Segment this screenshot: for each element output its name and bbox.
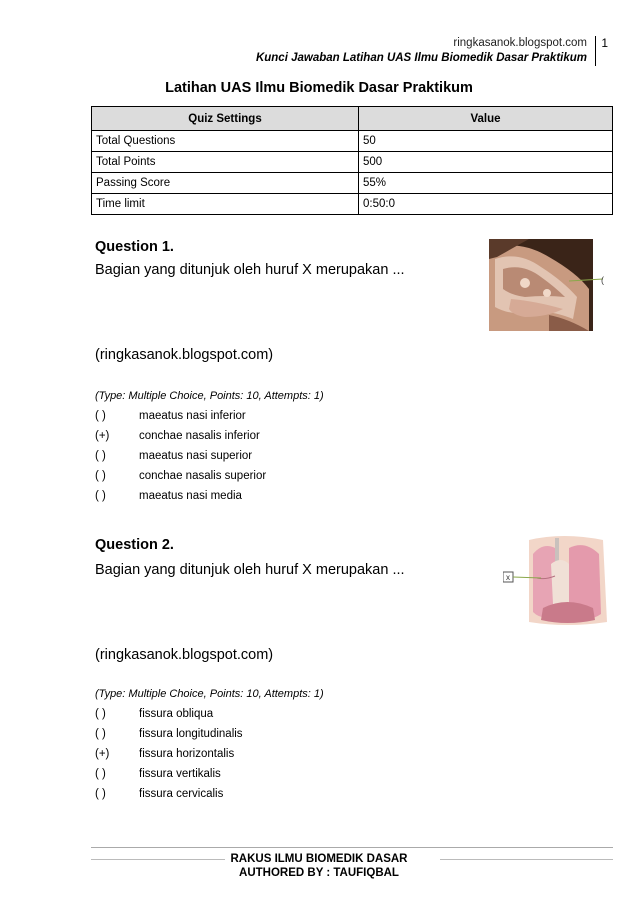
svg-text:x: x bbox=[506, 573, 510, 582]
question-2-meta: (Type: Multiple Choice, Points: 10, Attempts: 1) bbox=[95, 688, 324, 700]
option-text: fissura horizontalis bbox=[139, 748, 235, 760]
option-text: maeatus nasi superior bbox=[139, 450, 253, 462]
option-mark: ( ) bbox=[95, 490, 106, 502]
table-header-row bbox=[92, 107, 613, 131]
question-1-title: Question 1. bbox=[95, 239, 174, 255]
setting-label: Total Points bbox=[92, 152, 359, 173]
question-1-option bbox=[95, 410, 246, 422]
question-1-option bbox=[95, 430, 260, 442]
setting-label: Passing Score bbox=[92, 173, 359, 194]
option-mark: ( ) bbox=[95, 768, 106, 780]
option-mark: ( ) bbox=[95, 728, 106, 740]
setting-label: Total Questions bbox=[92, 131, 359, 152]
question-2-text: Bagian yang ditunjuk oleh huruf X merupakan ... bbox=[95, 562, 405, 578]
document-title: Latihan UAS Ilmu Biomedik Dasar Praktikum bbox=[165, 80, 473, 96]
question-1-image bbox=[489, 239, 607, 331]
option-mark: ( ) bbox=[95, 450, 106, 462]
page-header bbox=[256, 36, 596, 66]
question-1-option bbox=[95, 490, 242, 502]
table-row bbox=[92, 194, 613, 215]
question-2-source: (ringkasanok.blogspot.com) bbox=[95, 647, 274, 663]
option-text: conchae nasalis inferior bbox=[139, 430, 260, 442]
option-text: maeatus nasi inferior bbox=[139, 410, 246, 422]
option-text: maeatus nasi media bbox=[139, 490, 242, 502]
header-subtitle: Kunci Jawaban Latihan UAS Ilmu Biomedik Dasar Praktikum bbox=[255, 52, 587, 64]
question-2-image bbox=[503, 534, 609, 628]
question-2-title: Question 2. bbox=[95, 537, 174, 553]
table-row bbox=[92, 173, 613, 194]
footer-divider bbox=[91, 847, 613, 848]
question-2-option bbox=[95, 748, 234, 760]
option-text: conchae nasalis superior bbox=[139, 470, 267, 482]
col-header-setting: Quiz Settings bbox=[92, 107, 359, 131]
option-text: fissura vertikalis bbox=[139, 768, 221, 780]
option-text: fissura cervicalis bbox=[139, 788, 224, 800]
option-text: fissura longitudinalis bbox=[139, 728, 243, 740]
question-2-option bbox=[95, 788, 223, 800]
question-1-option bbox=[95, 470, 266, 482]
option-mark: ( ) bbox=[95, 708, 106, 720]
option-mark: (+) bbox=[95, 748, 110, 760]
question-1-text: Bagian yang ditunjuk oleh huruf X merupakan ... bbox=[95, 262, 405, 278]
setting-value: 50 bbox=[359, 131, 613, 152]
header-site: ringkasanok.blogspot.com bbox=[453, 37, 587, 49]
col-header-value: Value bbox=[359, 107, 613, 131]
page-number: 1 bbox=[601, 36, 608, 50]
quiz-settings-table bbox=[91, 106, 613, 215]
setting-value: 55% bbox=[359, 173, 613, 194]
option-mark: (+) bbox=[95, 430, 110, 442]
setting-value: 0:50:0 bbox=[359, 194, 613, 215]
question-2-option bbox=[95, 768, 221, 780]
question-1-meta: (Type: Multiple Choice, Points: 10, Attempts: 1) bbox=[95, 390, 324, 402]
setting-value: 500 bbox=[359, 152, 613, 173]
option-mark: ( ) bbox=[95, 410, 106, 422]
page-footer bbox=[0, 852, 638, 880]
footer-line-1: RAKUS ILMU BIOMEDIK DASAR bbox=[225, 852, 414, 866]
option-mark: ( ) bbox=[95, 470, 106, 482]
setting-label: Time limit bbox=[92, 194, 359, 215]
option-text: fissura obliqua bbox=[139, 708, 214, 720]
option-mark: ( ) bbox=[95, 788, 106, 800]
svg-text:(: ( bbox=[601, 275, 604, 285]
question-2-option bbox=[95, 708, 213, 720]
footer-line-2: AUTHORED BY : TAUFIQBAL bbox=[239, 867, 399, 879]
table-row bbox=[92, 131, 613, 152]
table-row bbox=[92, 152, 613, 173]
question-1-source: (ringkasanok.blogspot.com) bbox=[95, 347, 274, 363]
question-2-option bbox=[95, 728, 243, 740]
question-1-option bbox=[95, 450, 252, 462]
